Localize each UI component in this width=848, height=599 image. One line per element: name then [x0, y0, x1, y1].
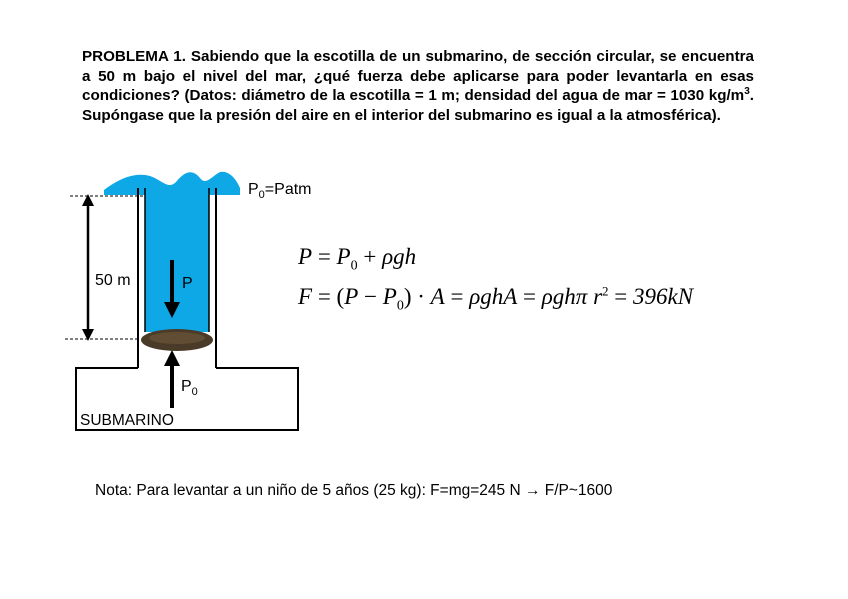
- p0-top-symbol: P: [248, 181, 259, 198]
- p0-bottom-symbol: P: [181, 378, 192, 395]
- p0-bottom-subscript: 0: [191, 386, 198, 399]
- p0-top-rest: =Patm: [264, 181, 312, 198]
- eq2-p0-sub: 0: [396, 298, 404, 314]
- water-column: [145, 188, 209, 332]
- eq1-lhs: P: [298, 244, 313, 269]
- eq2-rgha: ρghA: [469, 284, 518, 309]
- sea-surface-wave: [104, 172, 240, 195]
- eq2-p: P: [344, 284, 359, 309]
- eq2-sup: 2: [602, 283, 609, 299]
- note-text: Nota: Para levantar a un niño de 5 años (25 kg): F=mg=245 N → F/P~1600: [95, 482, 613, 499]
- eq2-result: 396kN: [633, 284, 694, 309]
- p0-top-subscript: 0: [258, 189, 265, 202]
- equation-pressure: $P = P_0 + \rho gh$: [298, 244, 417, 274]
- equation-force: $F = (P - P_0) \cdot A = \rho ghA = \rho gh\pi$ $r^2 = 396kN$: [298, 283, 694, 314]
- pressure-down-label: P: [182, 275, 193, 292]
- eq1-p0: P: [336, 244, 351, 269]
- pressure-up-label: [181, 378, 198, 399]
- problem-text-sup: 3: [744, 85, 750, 97]
- problem-heading: PROBLEMA 1.: [82, 48, 186, 65]
- submarine-label: SUBMARINO: [80, 412, 174, 429]
- pressure-up-arrow-head: [164, 350, 180, 366]
- eq2-lhs: F: [298, 284, 313, 309]
- eq2-p0: P: [382, 284, 397, 309]
- hatch-disk-texture: [149, 332, 205, 344]
- atmospheric-pressure-label: [248, 181, 312, 202]
- eq2-rghpr: ρghπ r: [541, 284, 603, 309]
- eq1-rgh: ρgh: [382, 244, 417, 269]
- eq2-a: A: [430, 284, 445, 309]
- problem-text-2: . Supóngase que la presión del aire en el interior del submarino es igual a la atmosférica).: [82, 87, 754, 124]
- depth-label: 50 m: [95, 272, 131, 289]
- eq1-p0-sub: 0: [350, 258, 358, 274]
- problem-text-1: Sabiendo que la escotilla de un submarino, de sección circular, se encuentra a 50 m bajo el nivel del mar, ¿qué fuerza debe aplicarse para poder levantarla en esas condiciones? (Datos: diámetro de la escotilla = 1 m; densidad del agua de mar = 1030 kg/m: [82, 48, 754, 104]
